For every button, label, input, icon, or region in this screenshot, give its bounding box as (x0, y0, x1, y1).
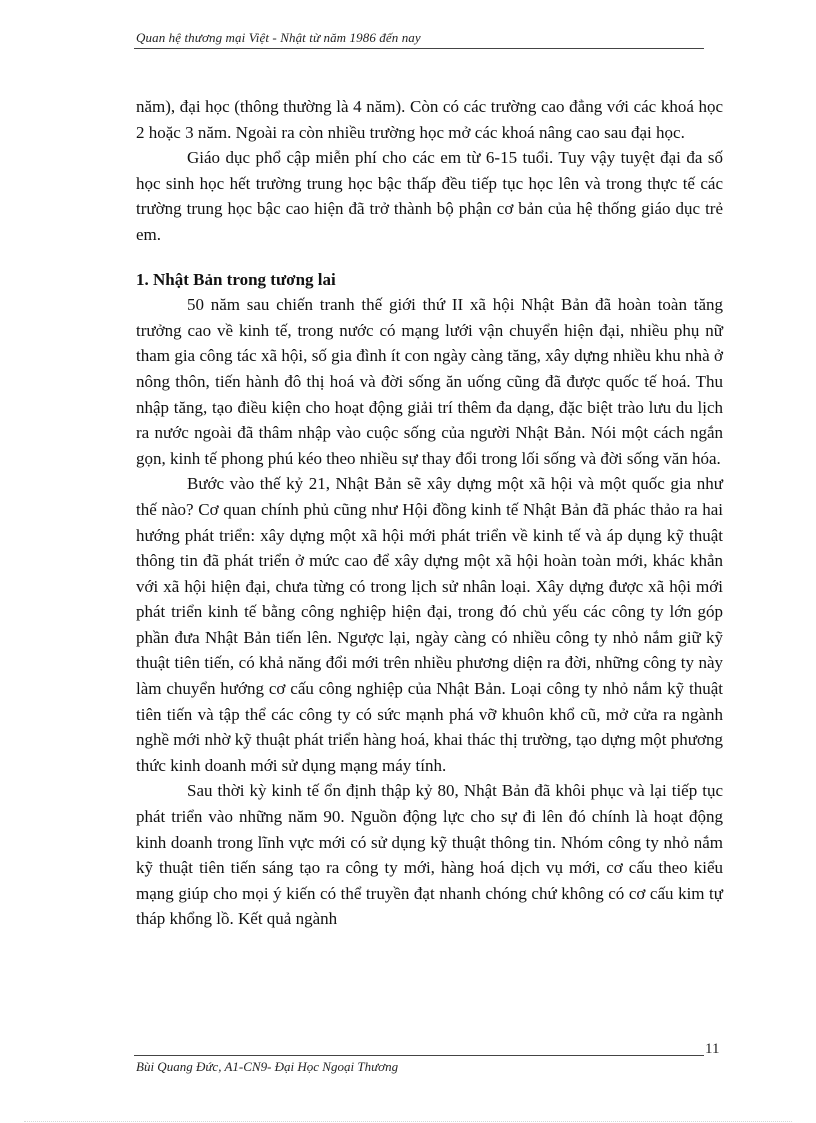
running-footer: Bùi Quang Đức, A1-CN9- Đại Học Ngoại Thương (136, 1059, 399, 1074)
paragraph-3: 50 năm sau chiến tranh thế giới thứ II xã hội Nhật Bản đã hoàn toàn tăng trưởng cao về kinh tế, trong nước có mạng lưới vận chuyển hiện đại, nhiều phụ nữ tham gia công tác xã hội, số gia đình ít con ngày càng tăng, xây dựng nhiều khu nhà ở nông thôn, tiến hành đô thị hoá và đời sống ăn uống cũng đã được quốc tế hoá. Thu nhập tăng, tạo điều kiện cho hoạt động giải trí thêm đa dạng, đặc biệt trào lưu du lịch ra nước ngoài đã thâm nhập vào cuộc sống của người Nhật Bản. Nói một cách ngắn gọn, kinh tế phong phú kéo theo nhiều sự thay đổi trong lối sống và đời sống văn hóa. (136, 295, 723, 468)
page-bottom-edge (24, 1121, 792, 1122)
paragraph-5: Sau thời kỳ kinh tế ổn định thập kỷ 80, Nhật Bản đã khôi phục và lại tiếp tục phát triển vào những năm 90. Nguồn động lực cho sự đi lên đó chính là hoạt động kinh doanh trong lĩnh vực mới có sử dụng kỹ thuật thông tin. Nhóm công ty nhỏ nắm kỹ thuật tiên tiến sáng tạo ra công ty mới, hàng hoá dịch vụ mới, cơ cấu theo kiểu mạng giúp cho mọi ý kiến có thể truyền đạt nhanh chóng chứ không có cơ cấu kim tự tháp khổng lồ. Kết quả ngành (136, 781, 723, 929)
running-header: Quan hệ thương mại Việt - Nhật từ năm 1986 đến nay (136, 30, 421, 45)
header-divider (134, 48, 704, 49)
paragraph-2: Giáo dục phổ cập miễn phí cho các em từ 6-15 tuổi. Tuy vậy tuyệt đại đa số học sinh học hết trường trung học bậc thấp đều tiếp tục học lên và trong thực tế các trường trung học bậc cao hiện đã trở thành bộ phận cơ bản của hệ thống giáo dục trẻ em. (136, 148, 723, 244)
paragraph-1: năm), đại học (thông thường là 4 năm). Còn có các trường cao đẳng với các khoá học 2 hoặc 3 năm. Ngoài ra còn nhiều trường học mở các khoá nâng cao sau đại học. (136, 97, 723, 142)
page-number: 11 (705, 1041, 720, 1057)
footer-divider (134, 1055, 704, 1056)
section-heading: 1. Nhật Bản trong tương lai (136, 269, 336, 289)
document-body (136, 94, 723, 932)
paragraph-4: Bước vào thế kỷ 21, Nhật Bản sẽ xây dựng một xã hội và một quốc gia như thế nào? Cơ quan chính phủ cũng như Hội đồng kinh tế Nhật Bản đã phác thảo ra hai hướng phát triển: xây dựng một xã hội mới phát triển về kinh tế và áp dụng kỹ thuật thông tin đã phát triển ở mức cao để xây dựng một xã hội hoàn toàn mới, khác khẳn với xã hội hiện đại, chưa từng có trong lịch sử nhân loại. Xây dựng được xã hội mới phát triển kinh tế bằng công nghiệp hiện đại, trong đó chủ yếu các công ty lớn góp phần đưa Nhật Bản tiến lên. Ngược lại, ngày càng có nhiều công ty nhỏ nắm giữ kỹ thuật tiên tiến, có khả năng đổi mới trên nhiều phương diện ra đời, những công ty này làm chuyển hướng cơ cấu công nghiệp của Nhật Bản. Loại công ty nhỏ nắm kỹ thuật tiên tiến và tập thể các công ty có sức mạnh phá vỡ khuôn khổ cũ, mở cửa ra ngành nghề mới nhờ kỹ thuật phát triển hàng hoá, khai thác thị trường, tạo dựng một phương thức kinh doanh mới sử dụng mạng máy tính. (136, 474, 723, 775)
